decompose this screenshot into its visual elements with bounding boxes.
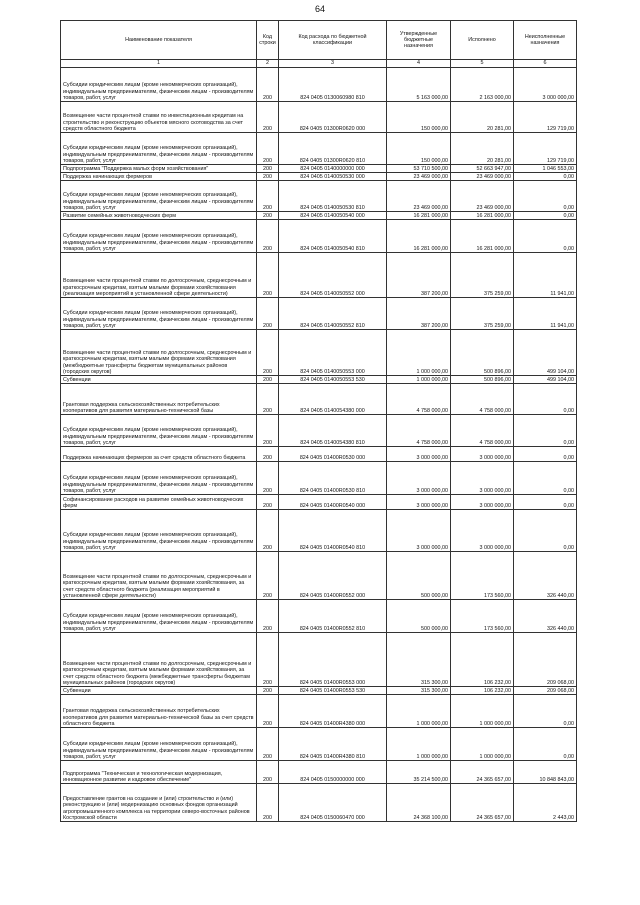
row-budget-code: 824 0405 01400R0540 810: [279, 510, 387, 552]
row-approved: 3 000 000,00: [387, 510, 451, 552]
row-name: Подпрограмма "Техническая и технологическая модернизация, инновационное развитие и кадровое обеспечение": [61, 761, 257, 784]
row-name: Поддержка начинающих фермеров: [61, 173, 257, 181]
row-executed: 20 281,00: [451, 133, 514, 165]
row-name: Субсидии юридическим лицам (кроме некоммерческих организаций), индивидуальным предпринимателям, физическим лицам - производителям товаров, работ, услуг: [61, 600, 257, 633]
table-row: [61, 133, 577, 165]
row-executed: 500 896,00: [451, 376, 514, 384]
row-approved: 23 469 000,00: [387, 173, 451, 181]
row-approved: 387 200,00: [387, 298, 451, 330]
row-approved: 150 000,00: [387, 102, 451, 133]
row-approved: 387 200,00: [387, 253, 451, 298]
row-line-code: 200: [257, 415, 279, 447]
table-row: [61, 462, 577, 495]
row-name: Возмещение части процентной ставки по долгосрочным, среднесрочным и краткосрочным кредитам, взятым малыми формами хозяйствования, за счет средств областного бюджета (реализация мероприятий в установленной сфере деятельности): [61, 552, 257, 600]
row-unexecuted: 326 440,00: [514, 600, 577, 633]
row-line-code: 200: [257, 133, 279, 165]
row-unexecuted: 499 104,00: [514, 376, 577, 384]
row-name: Субвенции: [61, 376, 257, 384]
row-line-code: 200: [257, 695, 279, 728]
header-line-code: Код строки: [257, 21, 279, 60]
table-row: [61, 510, 577, 552]
row-line-code: 200: [257, 633, 279, 687]
row-name: Возмещение части процентной ставки по долгосрочным, среднесрочным и краткосрочным кредитам, взятым малыми формами хозяйствования, за счет средств областного бюджета (межбюджетные трансферты бюджетам муниципальных районов (городских округов): [61, 633, 257, 687]
row-approved: 150 000,00: [387, 133, 451, 165]
row-unexecuted: 0,00: [514, 384, 577, 415]
column-number: 3: [279, 60, 387, 68]
row-budget-code: 824 0405 0140054380 810: [279, 415, 387, 447]
table-row: [61, 695, 577, 728]
row-name: Грантовая поддержка сельскохозяйственных потребительских кооперативов для развития материально-технической базы: [61, 384, 257, 415]
row-unexecuted: 0,00: [514, 173, 577, 181]
row-line-code: 200: [257, 212, 279, 220]
row-name: Субсидии юридическим лицам (кроме некоммерческих организаций), индивидуальным предпринимателям, физическим лицам - производителям товаров, работ, услуг: [61, 510, 257, 552]
row-line-code: 200: [257, 68, 279, 102]
row-executed: 20 281,00: [451, 102, 514, 133]
row-executed: 1 000 000,00: [451, 728, 514, 761]
row-budget-code: 824 0405 01400R4380 000: [279, 695, 387, 728]
row-budget-code: 824 0405 0140050540 810: [279, 220, 387, 253]
row-approved: 53 710 500,00: [387, 165, 451, 173]
row-approved: 16 281 000,00: [387, 220, 451, 253]
row-budget-code: 824 0405 01400R0553 530: [279, 687, 387, 695]
table-row: [61, 552, 577, 600]
table-row: [61, 102, 577, 133]
row-name: Субсидии юридическим лицам (кроме некоммерческих организаций), индивидуальным предпринимателям, физическим лицам - производителям товаров, работ, услуг: [61, 220, 257, 253]
column-number: 1: [61, 60, 257, 68]
column-number: 2: [257, 60, 279, 68]
row-approved: 500 000,00: [387, 552, 451, 600]
row-name: Субсидии юридическим лицам (кроме некоммерческих организаций), индивидуальным предпринимателям, физическим лицам - производителям товаров, работ, услуг: [61, 133, 257, 165]
row-line-code: 200: [257, 495, 279, 510]
row-budget-code: 824 0405 01400R0553 000: [279, 633, 387, 687]
row-unexecuted: 1 046 553,00: [514, 165, 577, 173]
row-executed: 52 663 947,00: [451, 165, 514, 173]
row-unexecuted: 0,00: [514, 695, 577, 728]
page-number: 64: [314, 4, 325, 14]
row-approved: 24 368 100,00: [387, 784, 451, 822]
table-row: [61, 728, 577, 761]
row-line-code: 200: [257, 447, 279, 462]
table-row: [61, 687, 577, 695]
row-line-code: 200: [257, 181, 279, 212]
row-unexecuted: 11 941,00: [514, 298, 577, 330]
header-budget-code: Код расхода по бюджетной классификации: [279, 21, 387, 60]
row-line-code: 200: [257, 220, 279, 253]
row-executed: 173 560,00: [451, 552, 514, 600]
row-approved: 3 000 000,00: [387, 462, 451, 495]
row-approved: 1 000 000,00: [387, 695, 451, 728]
table-row: [61, 384, 577, 415]
row-executed: 500 896,00: [451, 330, 514, 376]
row-line-code: 200: [257, 330, 279, 376]
row-executed: 4 758 000,00: [451, 384, 514, 415]
row-unexecuted: 0,00: [514, 495, 577, 510]
row-name: Развитие семейных животноводческих ферм: [61, 212, 257, 220]
row-approved: 315 300,00: [387, 687, 451, 695]
table-header-row: [61, 21, 577, 60]
row-executed: 16 281 000,00: [451, 220, 514, 253]
row-executed: 375 259,00: [451, 253, 514, 298]
table-row: [61, 447, 577, 462]
table-row: [61, 495, 577, 510]
row-name: Софинансирование расходов на развитие семейных животноводческих ферм: [61, 495, 257, 510]
row-approved: 4 758 000,00: [387, 415, 451, 447]
row-approved: 3 000 000,00: [387, 447, 451, 462]
row-name: Субвенции: [61, 687, 257, 695]
row-unexecuted: 10 848 843,00: [514, 761, 577, 784]
table-row: [61, 600, 577, 633]
row-budget-code: 824 0405 0150060470 000: [279, 784, 387, 822]
table-row: [61, 633, 577, 687]
row-budget-code: 824 0405 0140050530 000: [279, 173, 387, 181]
table-row: [61, 415, 577, 447]
table-row: [61, 68, 577, 102]
row-executed: 24 365 657,00: [451, 761, 514, 784]
column-number: 4: [387, 60, 451, 68]
row-name: Субсидии юридическим лицам (кроме некоммерческих организаций), индивидуальным предпринимателям, физическим лицам - производителям товаров, работ, услуг: [61, 68, 257, 102]
row-approved: 500 000,00: [387, 600, 451, 633]
row-line-code: 200: [257, 600, 279, 633]
table-row: [61, 165, 577, 173]
budget-execution-table: [60, 20, 577, 822]
row-budget-code: 824 0405 01400R0530 000: [279, 447, 387, 462]
row-unexecuted: 0,00: [514, 220, 577, 253]
row-line-code: 200: [257, 102, 279, 133]
row-line-code: 200: [257, 687, 279, 695]
row-name: Субсидии юридическим лицам (кроме некоммерческих организаций), индивидуальным предпринимателям, физическим лицам - производителям товаров, работ, услуг: [61, 298, 257, 330]
row-unexecuted: 499 104,00: [514, 330, 577, 376]
row-name: Субсидии юридическим лицам (кроме некоммерческих организаций), индивидуальным предпринимателям, физическим лицам - производителям товаров, работ, услуг: [61, 462, 257, 495]
table-row: [61, 212, 577, 220]
row-unexecuted: 0,00: [514, 462, 577, 495]
row-budget-code: 824 0405 01300R0620 810: [279, 133, 387, 165]
row-name: Подпрограмма "Поддержка малых форм хозяйствования": [61, 165, 257, 173]
row-unexecuted: 0,00: [514, 415, 577, 447]
row-budget-code: 824 0405 0140050540 000: [279, 212, 387, 220]
row-unexecuted: 3 000 000,00: [514, 68, 577, 102]
table-row: [61, 330, 577, 376]
row-budget-code: 824 0405 0140050552 000: [279, 253, 387, 298]
row-executed: 3 000 000,00: [451, 462, 514, 495]
row-executed: 106 232,00: [451, 687, 514, 695]
header-executed: Исполнено: [451, 21, 514, 60]
row-name: Возмещение части процентной ставки по инвестиционным кредитам на строительство и реконструкцию объектов мясного скотоводства за счет средств областного бюджета: [61, 102, 257, 133]
row-name: Субсидии юридическим лицам (кроме некоммерческих организаций), индивидуальным предпринимателям, физическим лицам - производителям товаров, работ, услуг: [61, 728, 257, 761]
row-approved: 4 758 000,00: [387, 384, 451, 415]
row-approved: 1 000 000,00: [387, 330, 451, 376]
row-approved: 23 469 000,00: [387, 181, 451, 212]
row-budget-code: 824 0405 0150000000 000: [279, 761, 387, 784]
row-line-code: 200: [257, 784, 279, 822]
row-executed: 16 281 000,00: [451, 212, 514, 220]
row-name: Предоставление грантов на создание и (или) строительство и (или) реконструкцию и (или) модернизацию основных фондов организаций агропромышленного комплекса на территории северо-восточных районов Костромской области: [61, 784, 257, 822]
row-executed: 375 259,00: [451, 298, 514, 330]
column-number: 5: [451, 60, 514, 68]
row-name: Грантовая поддержка сельскохозяйственных потребительских кооперативов для развития материально-технической базы за счет средств областного бюджета: [61, 695, 257, 728]
row-approved: 315 300,00: [387, 633, 451, 687]
row-budget-code: 824 0405 01400R0552 810: [279, 600, 387, 633]
row-line-code: 200: [257, 376, 279, 384]
row-executed: 24 365 657,00: [451, 784, 514, 822]
row-executed: 106 232,00: [451, 633, 514, 687]
row-approved: 5 163 000,00: [387, 68, 451, 102]
row-unexecuted: 0,00: [514, 447, 577, 462]
table-row: [61, 376, 577, 384]
row-unexecuted: 0,00: [514, 181, 577, 212]
table-row: [61, 298, 577, 330]
header-indicator-name: Наименование показателя: [61, 21, 257, 60]
row-approved: 16 281 000,00: [387, 212, 451, 220]
row-name: Возмещение части процентной ставки по долгосрочным, среднесрочным и краткосрочным кредитам, взятым малыми формами хозяйствования (межбюджетные трансферты бюджетам муниципальных районов (городских округов): [61, 330, 257, 376]
row-budget-code: 824 0405 01400R0540 000: [279, 495, 387, 510]
row-line-code: 200: [257, 384, 279, 415]
row-executed: 173 560,00: [451, 600, 514, 633]
row-approved: 35 214 500,00: [387, 761, 451, 784]
row-line-code: 200: [257, 728, 279, 761]
row-unexecuted: 209 068,00: [514, 633, 577, 687]
row-unexecuted: 129 719,00: [514, 133, 577, 165]
row-name: Субсидии юридическим лицам (кроме некоммерческих организаций), индивидуальным предпринимателям, физическим лицам - производителям товаров, работ, услуг: [61, 181, 257, 212]
header-approved: Утвержденные бюджетные назначения: [387, 21, 451, 60]
header-unexecuted: Неисполненные назначения: [514, 21, 577, 60]
row-executed: 2 163 000,00: [451, 68, 514, 102]
row-approved: 1 000 000,00: [387, 376, 451, 384]
row-executed: 23 469 000,00: [451, 181, 514, 212]
row-executed: 3 000 000,00: [451, 447, 514, 462]
row-line-code: 200: [257, 761, 279, 784]
row-executed: 1 000 000,00: [451, 695, 514, 728]
row-budget-code: 824 0405 0140050552 810: [279, 298, 387, 330]
row-line-code: 200: [257, 253, 279, 298]
row-unexecuted: 11 941,00: [514, 253, 577, 298]
table-row: [61, 253, 577, 298]
row-budget-code: 824 0405 01400R0530 810: [279, 462, 387, 495]
row-unexecuted: 209 068,00: [514, 687, 577, 695]
row-line-code: 200: [257, 165, 279, 173]
row-approved: 1 000 000,00: [387, 728, 451, 761]
row-unexecuted: 326 440,00: [514, 552, 577, 600]
row-line-code: 200: [257, 552, 279, 600]
row-budget-code: 824 0405 0140050530 810: [279, 181, 387, 212]
row-approved: 3 000 000,00: [387, 495, 451, 510]
row-budget-code: 824 0405 0140000000 000: [279, 165, 387, 173]
table-row: [61, 173, 577, 181]
row-unexecuted: 0,00: [514, 728, 577, 761]
table-row: [61, 181, 577, 212]
row-line-code: 200: [257, 298, 279, 330]
row-line-code: 200: [257, 510, 279, 552]
row-name: Субсидии юридическим лицам (кроме некоммерческих организаций), индивидуальным предпринимателям, физическим лицам - производителям товаров, работ, услуг: [61, 415, 257, 447]
row-executed: 3 000 000,00: [451, 495, 514, 510]
row-budget-code: 824 0405 0140054380 000: [279, 384, 387, 415]
row-budget-code: 824 0405 0130060980 810: [279, 68, 387, 102]
row-unexecuted: 0,00: [514, 212, 577, 220]
row-executed: 3 000 000,00: [451, 510, 514, 552]
column-number-row: [61, 60, 577, 68]
row-unexecuted: 0,00: [514, 510, 577, 552]
row-budget-code: 824 0405 01400R0552 000: [279, 552, 387, 600]
table-row: [61, 220, 577, 253]
table-row: [61, 784, 577, 822]
column-number: 6: [514, 60, 577, 68]
table-body: [61, 68, 577, 822]
row-executed: 4 758 000,00: [451, 415, 514, 447]
row-name: Поддержка начинающих фермеров за счет средств областного бюджета: [61, 447, 257, 462]
row-executed: 23 469 000,00: [451, 173, 514, 181]
row-line-code: 200: [257, 173, 279, 181]
row-budget-code: 824 0405 01300R0620 000: [279, 102, 387, 133]
row-budget-code: 824 0405 0140050553 000: [279, 330, 387, 376]
table-row: [61, 761, 577, 784]
row-unexecuted: 2 443,00: [514, 784, 577, 822]
row-budget-code: 824 0405 01400R4380 810: [279, 728, 387, 761]
row-unexecuted: 129 719,00: [514, 102, 577, 133]
row-line-code: 200: [257, 462, 279, 495]
row-budget-code: 824 0405 0140050553 530: [279, 376, 387, 384]
row-name: Возмещение части процентной ставки по долгосрочным, среднесрочным и краткосрочным кредитам, взятым малыми формами хозяйствования (реализация мероприятий в установленной сфере деятельности): [61, 253, 257, 298]
